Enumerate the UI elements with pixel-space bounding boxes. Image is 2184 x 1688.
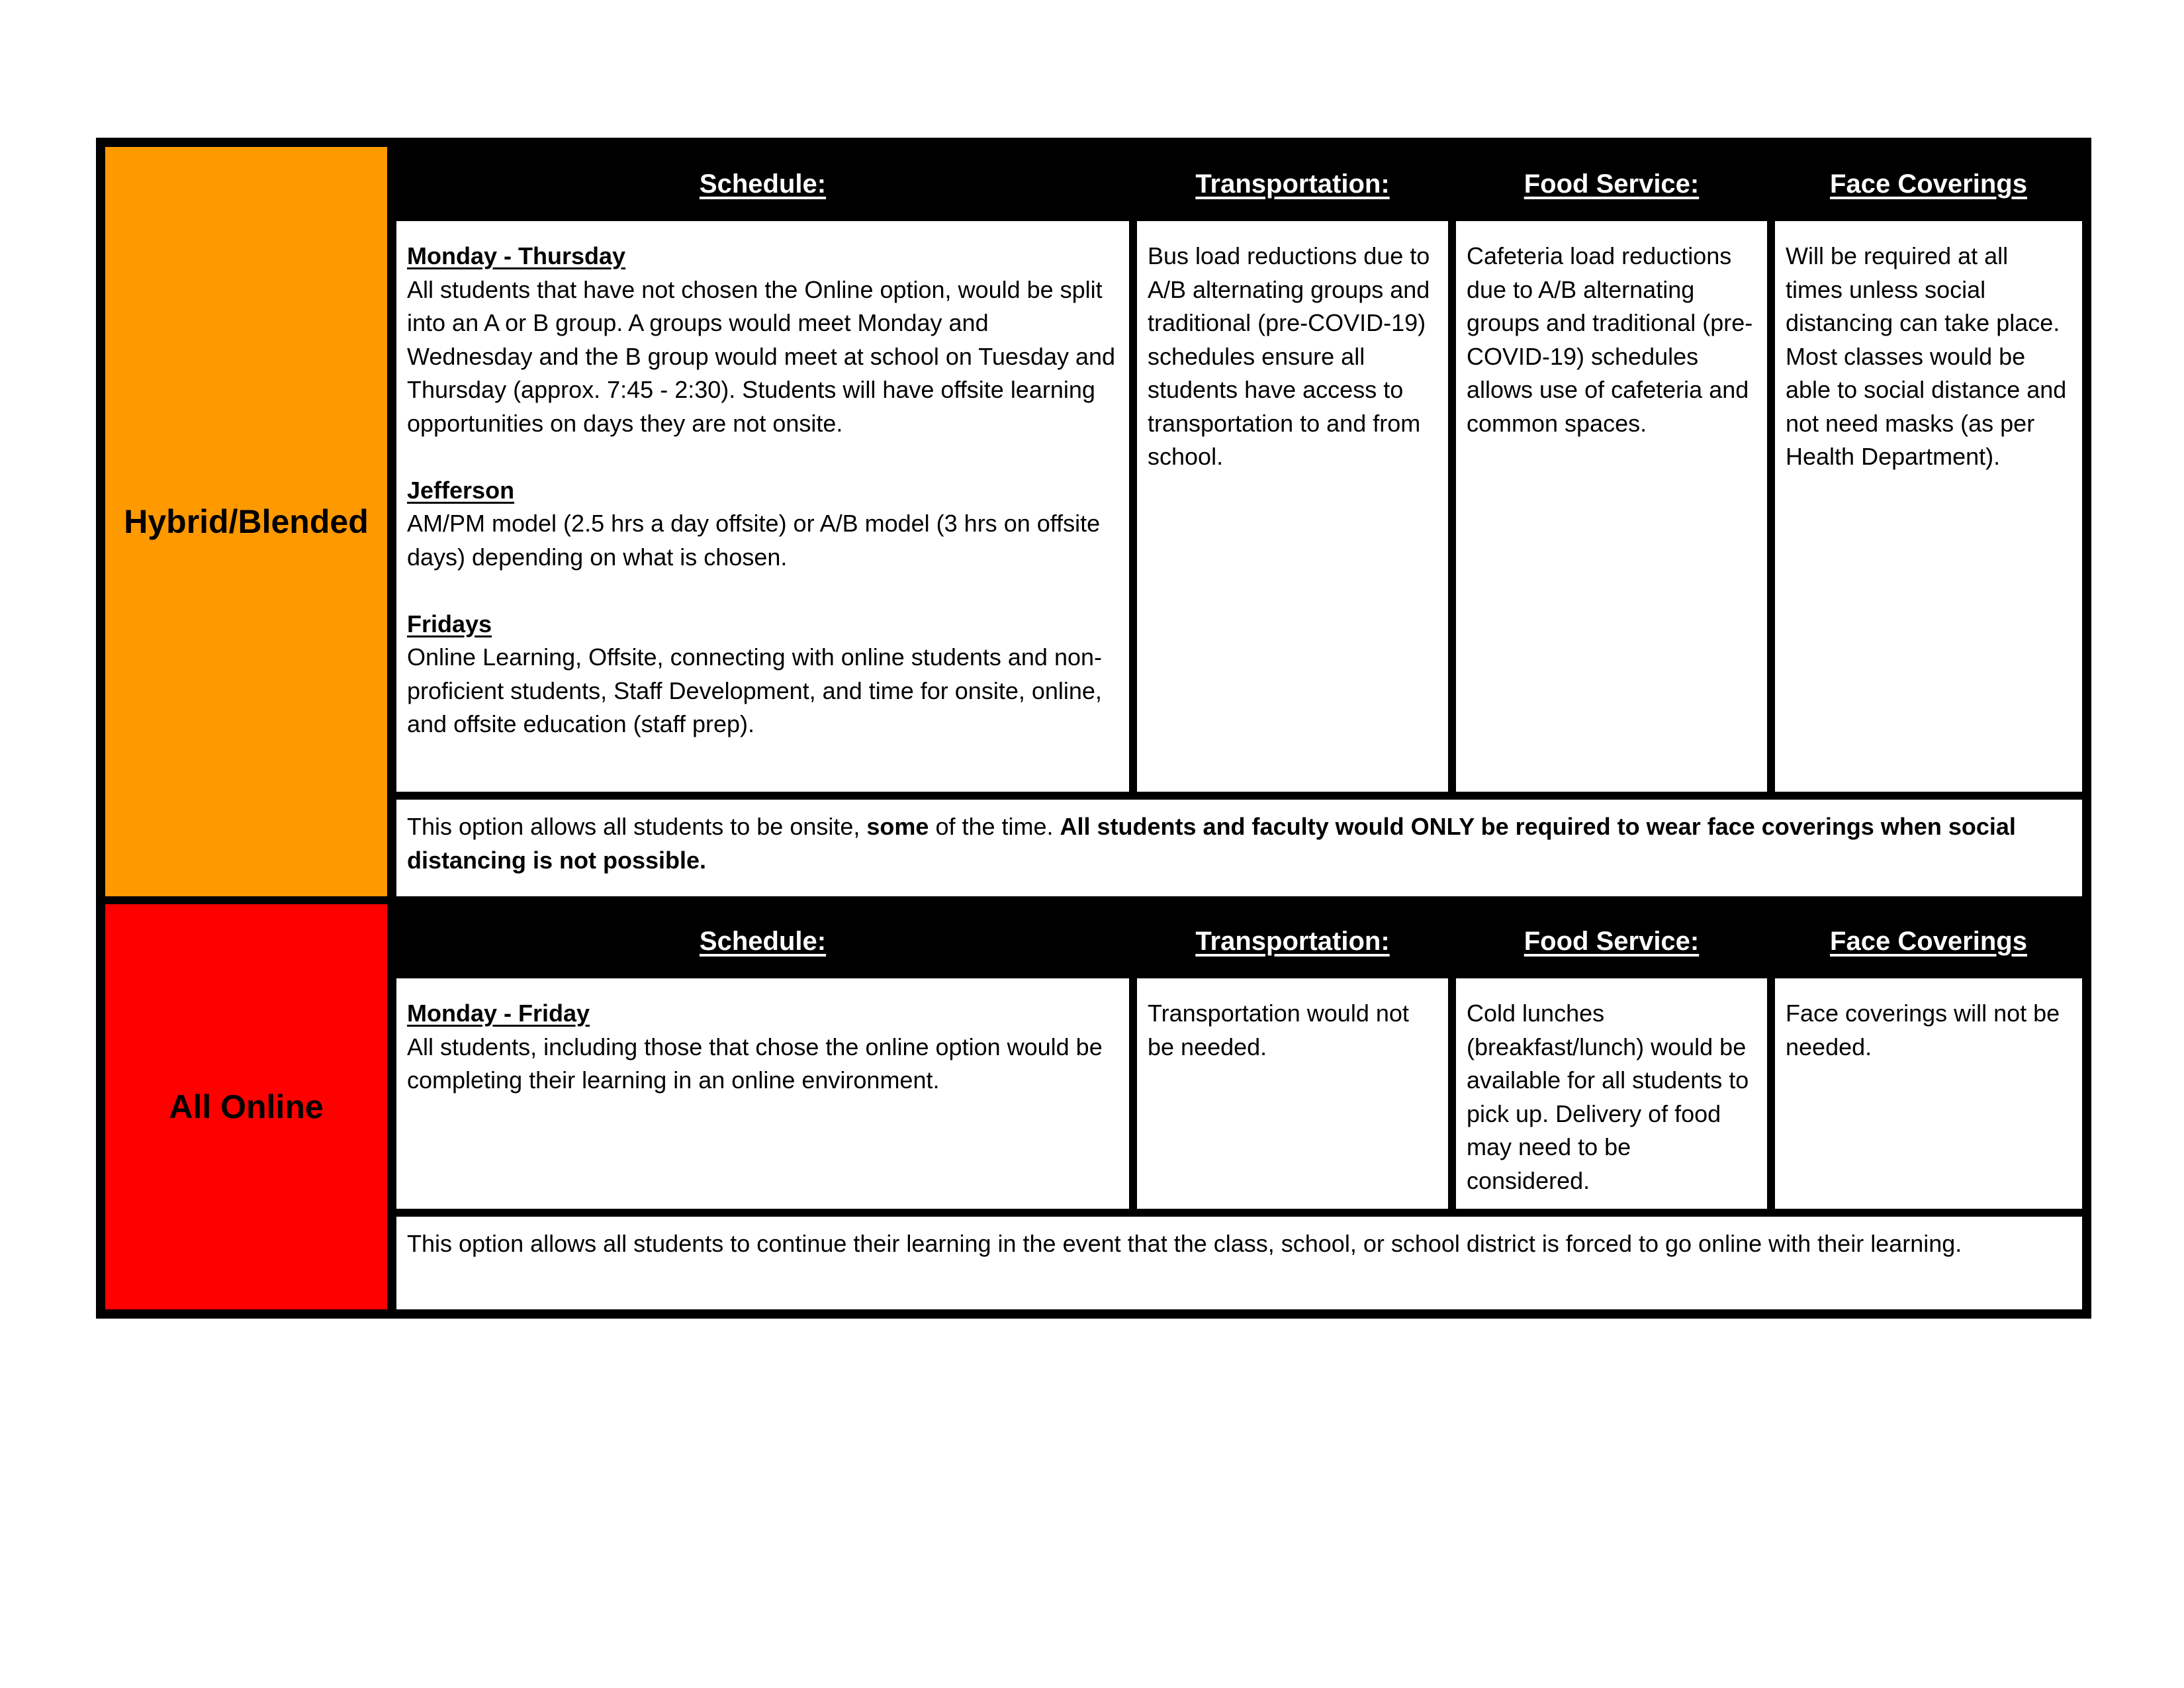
schedule-subheading-fridays: Fridays: [407, 610, 492, 637]
schedule-text-monday-friday: All students, including those that chose the online option would be completing their learning in an online environment.: [407, 1033, 1103, 1094]
online-section: [96, 896, 2091, 1319]
hybrid-summary-part1: This option allows all students to be onsite,: [407, 813, 867, 840]
hybrid-schedule-cell: [396, 221, 1129, 792]
schedule-header: Schedule:: [699, 926, 827, 956]
schedule-text-fridays: Online Learning, Offsite, connecting with online students and non-proficient students, Staff Development, and time for onsite, online, and offsite education (staff prep).: [407, 643, 1103, 737]
hybrid-summary-part3: of the time.: [929, 813, 1060, 840]
hybrid-food-service-cell: Cafeteria load reductions due to A/B alternating groups and traditional (pre-COVID-19) schedules allows use of cafeteria and common spaces.: [1456, 221, 1767, 792]
plan-table: [96, 138, 2091, 1319]
schedule-text-jefferson: AM/PM model (2.5 hrs a day offsite) or A/B model (3 hrs on offsite days) depending on what is chosen.: [407, 510, 1101, 571]
hybrid-section: [96, 138, 2091, 896]
schedule-text-monday-thursday: All students that have not chosen the Online option, would be split into an A or B group. A groups would meet Monday and Wednesday and the B group would meet at school on Tuesday and Thursday (approx. 7:45 - 2:30). Students will have offsite learning opportunities on days they are not onsite.: [407, 275, 1116, 437]
schedule-subheading-monday-friday: Monday - Friday: [407, 1000, 590, 1027]
online-face-coverings-cell: Face coverings will not be needed.: [1775, 978, 2082, 1209]
online-transportation-cell: Transportation would not be needed.: [1137, 978, 1448, 1209]
schedule-subheading-jefferson: Jefferson: [407, 476, 515, 504]
hybrid-face-coverings-cell: Will be required at all times unless social distancing can take place. Most classes would be able to social distance and not need masks (as per Health Department).: [1775, 221, 2082, 792]
food-service-header: Food Service:: [1524, 926, 1700, 956]
online-header-row: [396, 904, 2082, 978]
hybrid-header-row: [396, 147, 2082, 221]
transportation-header: Transportation:: [1195, 169, 1390, 199]
face-coverings-header: Face Coverings: [1830, 926, 2027, 956]
hybrid-transportation-cell: Bus load reductions due to A/B alternating groups and traditional (pre-COVID-19) schedules ensure all students have access to transportation to and from school.: [1137, 221, 1448, 792]
schedule-subheading-monday-thursday: Monday - Thursday: [407, 242, 626, 269]
online-summary: This option allows all students to continue their learning in the event that the class, school, or school district is forced to go online with their learning.: [396, 1217, 2082, 1309]
schedule-header: Schedule:: [699, 169, 827, 199]
online-schedule-cell: [396, 978, 1129, 1209]
hybrid-label-cell: Hybrid/Blended: [105, 147, 387, 896]
hybrid-summary-part2: some: [866, 813, 929, 840]
online-food-service-cell: Cold lunches (breakfast/lunch) would be available for all students to pick up. Delivery of food may need to be considered.: [1456, 978, 1767, 1209]
online-label-cell: All Online: [105, 904, 387, 1309]
face-coverings-header: Face Coverings: [1830, 169, 2027, 199]
hybrid-summary-part4: All students and faculty would ONLY be required to wear face coverings when social distancing is not possible.: [407, 813, 2016, 874]
transportation-header: Transportation:: [1195, 926, 1390, 956]
food-service-header: Food Service:: [1524, 169, 1700, 199]
hybrid-summary: [396, 800, 2082, 896]
